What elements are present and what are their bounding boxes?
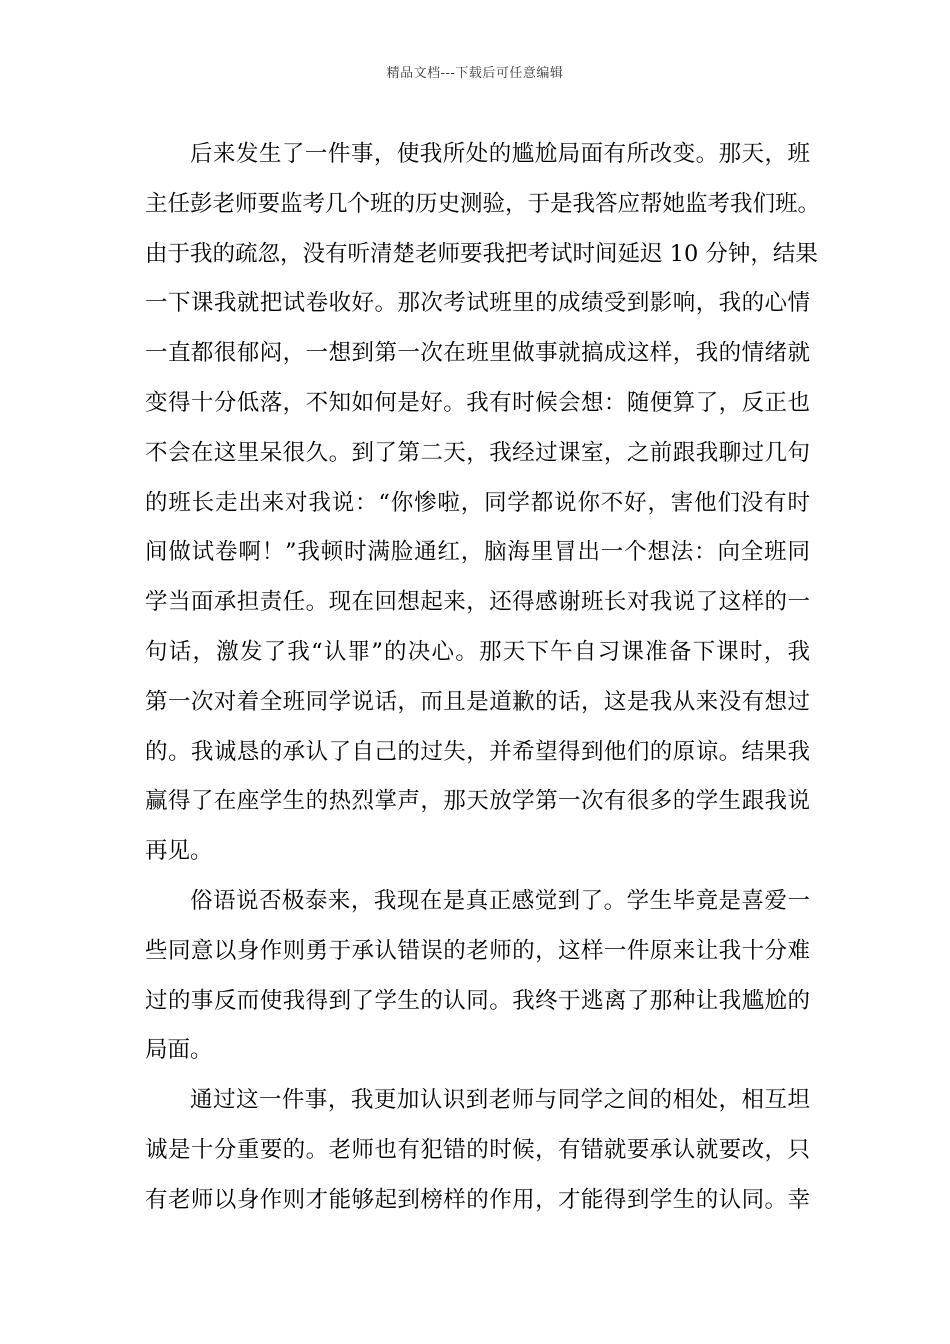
paragraph-1 — [145, 130, 821, 877]
text-line: 间做试卷啊！”我顿时满脸通红，脑海里冒出一个想法：向全班同 — [145, 539, 810, 566]
text-line: 局面。 — [145, 1037, 213, 1064]
text-line: 不会在这里呆很久。到了第二天，我经过课室，之前跟我聊过几句 — [145, 439, 810, 466]
text-line: 有老师以身作则才能够起到榜样的作用，才能得到学生的认同。幸 — [145, 1186, 810, 1213]
text-line: 再见。 — [145, 838, 213, 865]
text-line: 第一次对着全班同学说话，而且是道歉的话，这是我从来没有想过 — [145, 688, 810, 715]
paragraph-3 — [145, 1076, 810, 1225]
text-line: 变得十分低落，不知如何是好。我有时候会想：随便算了，反正也 — [145, 389, 810, 416]
text-line: 后来发生了一件事，使我所处的尴尬局面有所改变。那天，班 — [190, 141, 810, 167]
text-line: 学当面承担责任。现在回想起来，还得感谢班长对我说了这样的一 — [145, 589, 810, 616]
text-line: 的班长走出来对我说：“你惨啦，同学都说你不好，害他们没有时 — [145, 489, 810, 516]
text-line: 的。我诚恳的承认了自己的过失，并希望得到他们的原谅。结果我 — [145, 738, 810, 765]
text-line: 过的事反而使我得到了学生的认同。我终于逃离了那种让我尴尬的 — [145, 987, 810, 1014]
text-line: 赢得了在座学生的热烈掌声，那天放学第一次有很多的学生跟我说 — [145, 788, 810, 815]
text-line: 诚是十分重要的。老师也有犯错的时候，有错就要承认就要改，只 — [145, 1136, 810, 1163]
text-line: 些同意以身作则勇于承认错误的老师的，这样一件原来让我十分难 — [145, 937, 810, 964]
text-line: 通过这一件事，我更加认识到老师与同学之间的相处，相互坦 — [190, 1087, 810, 1114]
paragraph-2 — [145, 877, 810, 1076]
document-body — [145, 130, 821, 1226]
text-line: 一下课我就把试卷收好。那次考试班里的成绩受到影响，我的心情 — [145, 290, 810, 317]
text-line: 一直都很郁闷，一想到第一次在班里做事就搞成这样，我的情绪就 — [145, 340, 810, 367]
text-line: 主任彭老师要监考几个班的历史测验，于是我答应帮她监考我们班。 — [145, 190, 821, 217]
text-line: 句话，激发了我“认罪”的决心。那天下午自习课准备下课时，我 — [145, 638, 810, 665]
page-header: 精品文档---下载后可任意编辑 — [386, 66, 564, 81]
text-line: 由于我的疏忽，没有听清楚老师要我把考试时间延迟 10 分钟，结果 — [145, 240, 818, 267]
text-line: 俗语说否极泰来，我现在是真正感觉到了。学生毕竟是喜爱一 — [190, 887, 810, 914]
